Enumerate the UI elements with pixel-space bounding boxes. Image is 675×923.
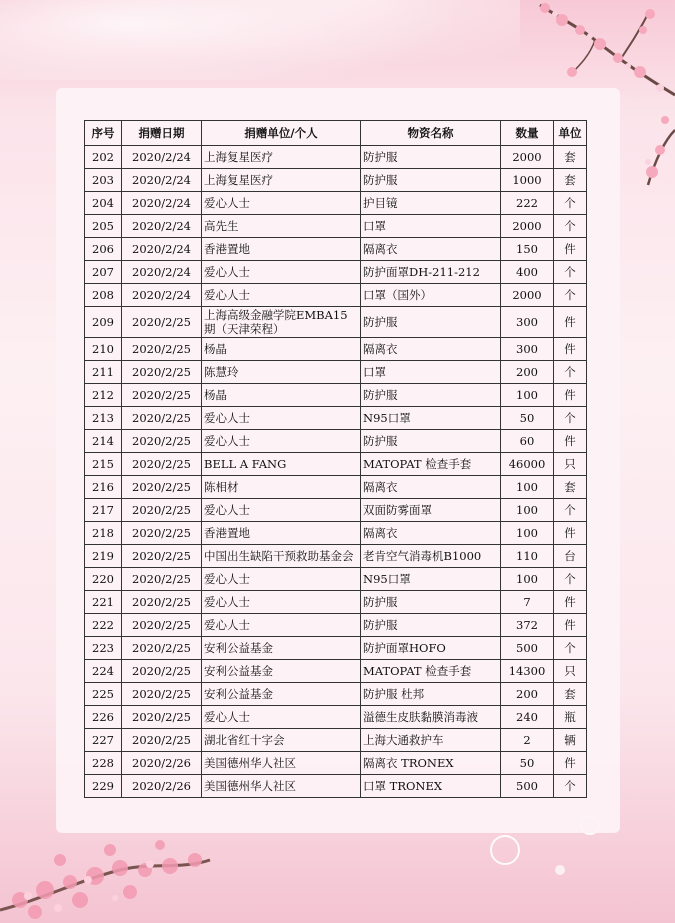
row-unit: 个 bbox=[554, 261, 587, 284]
row-donor: 爱心人士 bbox=[202, 407, 361, 430]
table-row bbox=[85, 169, 587, 192]
header-donor: 捐赠单位/个人 bbox=[202, 121, 361, 146]
row-donor: 美国德州华人社区 bbox=[202, 752, 361, 775]
table-row bbox=[85, 683, 587, 706]
table-row bbox=[85, 568, 587, 591]
table-header-row bbox=[85, 121, 587, 146]
row-date: 2020/2/25 bbox=[122, 453, 202, 476]
row-donor: 爱心人士 bbox=[202, 591, 361, 614]
row-unit: 只 bbox=[554, 453, 587, 476]
table-body bbox=[85, 146, 587, 798]
table-row bbox=[85, 261, 587, 284]
row-unit: 个 bbox=[554, 215, 587, 238]
table-row bbox=[85, 522, 587, 545]
row-date: 2020/2/25 bbox=[122, 407, 202, 430]
row-number: 217 bbox=[85, 499, 122, 522]
row-quantity: 50 bbox=[501, 407, 554, 430]
row-quantity: 300 bbox=[501, 307, 554, 338]
row-donor: 爱心人士 bbox=[202, 430, 361, 453]
row-unit: 辆 bbox=[554, 729, 587, 752]
row-quantity: 100 bbox=[501, 476, 554, 499]
table-row bbox=[85, 591, 587, 614]
row-item: MATOPAT 检查手套 bbox=[361, 660, 501, 683]
row-date: 2020/2/25 bbox=[122, 476, 202, 499]
row-date: 2020/2/25 bbox=[122, 568, 202, 591]
row-quantity: 2 bbox=[501, 729, 554, 752]
row-date: 2020/2/24 bbox=[122, 261, 202, 284]
row-item: 老肯空气消毒机B1000 bbox=[361, 545, 501, 568]
row-number: 215 bbox=[85, 453, 122, 476]
row-quantity: 2000 bbox=[501, 284, 554, 307]
row-donor: 安利公益基金 bbox=[202, 660, 361, 683]
table-row bbox=[85, 775, 587, 798]
row-unit: 个 bbox=[554, 568, 587, 591]
row-unit: 个 bbox=[554, 637, 587, 660]
row-donor: 湖北省红十字会 bbox=[202, 729, 361, 752]
row-quantity: 100 bbox=[501, 499, 554, 522]
row-number: 222 bbox=[85, 614, 122, 637]
row-donor: 安利公益基金 bbox=[202, 637, 361, 660]
row-unit: 套 bbox=[554, 683, 587, 706]
row-donor: 爱心人士 bbox=[202, 284, 361, 307]
row-number: 207 bbox=[85, 261, 122, 284]
row-quantity: 60 bbox=[501, 430, 554, 453]
row-donor: 中国出生缺陷干预救助基金会 bbox=[202, 545, 361, 568]
row-number: 221 bbox=[85, 591, 122, 614]
row-donor: 陈慧玲 bbox=[202, 361, 361, 384]
row-item: 隔离衣 TRONEX bbox=[361, 752, 501, 775]
row-quantity: 2000 bbox=[501, 215, 554, 238]
row-item: 防护服 bbox=[361, 430, 501, 453]
table-row bbox=[85, 430, 587, 453]
row-quantity: 2000 bbox=[501, 146, 554, 169]
row-unit: 个 bbox=[554, 361, 587, 384]
row-donor: 杨晶 bbox=[202, 338, 361, 361]
row-donor: 爱心人士 bbox=[202, 568, 361, 591]
row-unit: 件 bbox=[554, 591, 587, 614]
row-number: 206 bbox=[85, 238, 122, 261]
row-number: 226 bbox=[85, 706, 122, 729]
row-item: 防护服 杜邦 bbox=[361, 683, 501, 706]
row-date: 2020/2/24 bbox=[122, 238, 202, 261]
row-donor: 香港置地 bbox=[202, 522, 361, 545]
row-date: 2020/2/25 bbox=[122, 683, 202, 706]
table-row bbox=[85, 476, 587, 499]
row-donor: 香港置地 bbox=[202, 238, 361, 261]
row-date: 2020/2/24 bbox=[122, 215, 202, 238]
row-item: 隔离衣 bbox=[361, 476, 501, 499]
row-donor: 上海复星医疗 bbox=[202, 169, 361, 192]
row-quantity: 100 bbox=[501, 568, 554, 591]
row-unit: 件 bbox=[554, 614, 587, 637]
row-number: 210 bbox=[85, 338, 122, 361]
row-quantity: 100 bbox=[501, 384, 554, 407]
row-date: 2020/2/25 bbox=[122, 614, 202, 637]
row-number: 202 bbox=[85, 146, 122, 169]
row-item: N95口罩 bbox=[361, 568, 501, 591]
row-number: 229 bbox=[85, 775, 122, 798]
row-number: 212 bbox=[85, 384, 122, 407]
row-date: 2020/2/26 bbox=[122, 752, 202, 775]
row-unit: 只 bbox=[554, 660, 587, 683]
row-number: 224 bbox=[85, 660, 122, 683]
table-row bbox=[85, 215, 587, 238]
row-number: 219 bbox=[85, 545, 122, 568]
row-donor: 上海复星医疗 bbox=[202, 146, 361, 169]
table-row bbox=[85, 706, 587, 729]
row-unit: 件 bbox=[554, 338, 587, 361]
row-item: 口罩 TRONEX bbox=[361, 775, 501, 798]
row-item: 隔离衣 bbox=[361, 338, 501, 361]
row-date: 2020/2/25 bbox=[122, 384, 202, 407]
header-qty: 数量 bbox=[501, 121, 554, 146]
row-unit: 个 bbox=[554, 407, 587, 430]
row-number: 220 bbox=[85, 568, 122, 591]
row-item: 防护面罩HOFO bbox=[361, 637, 501, 660]
row-item: 防护服 bbox=[361, 591, 501, 614]
table-row bbox=[85, 407, 587, 430]
row-quantity: 46000 bbox=[501, 453, 554, 476]
row-item: 溢德生皮肤黏膜消毒液 bbox=[361, 706, 501, 729]
row-item: 防护服 bbox=[361, 307, 501, 338]
row-date: 2020/2/24 bbox=[122, 284, 202, 307]
row-item: 口罩（国外） bbox=[361, 284, 501, 307]
table-row bbox=[85, 384, 587, 407]
row-unit: 个 bbox=[554, 775, 587, 798]
row-item: 防护服 bbox=[361, 169, 501, 192]
row-date: 2020/2/25 bbox=[122, 637, 202, 660]
header-item: 物资名称 bbox=[361, 121, 501, 146]
row-quantity: 240 bbox=[501, 706, 554, 729]
row-quantity: 200 bbox=[501, 361, 554, 384]
row-donor: 爱心人士 bbox=[202, 192, 361, 215]
row-item: 上海大通救护车 bbox=[361, 729, 501, 752]
row-date: 2020/2/25 bbox=[122, 430, 202, 453]
header-date: 捐赠日期 bbox=[122, 121, 202, 146]
row-number: 211 bbox=[85, 361, 122, 384]
table-row bbox=[85, 338, 587, 361]
row-number: 227 bbox=[85, 729, 122, 752]
table-row bbox=[85, 729, 587, 752]
row-donor: 爱心人士 bbox=[202, 706, 361, 729]
table-row bbox=[85, 614, 587, 637]
row-item: MATOPAT 检查手套 bbox=[361, 453, 501, 476]
row-unit: 件 bbox=[554, 307, 587, 338]
row-number: 209 bbox=[85, 307, 122, 338]
row-date: 2020/2/24 bbox=[122, 192, 202, 215]
row-unit: 套 bbox=[554, 476, 587, 499]
row-quantity: 500 bbox=[501, 637, 554, 660]
row-item: 隔离衣 bbox=[361, 238, 501, 261]
row-quantity: 372 bbox=[501, 614, 554, 637]
row-unit: 件 bbox=[554, 238, 587, 261]
table-row bbox=[85, 637, 587, 660]
row-date: 2020/2/25 bbox=[122, 591, 202, 614]
row-number: 216 bbox=[85, 476, 122, 499]
row-quantity: 50 bbox=[501, 752, 554, 775]
row-date: 2020/2/25 bbox=[122, 660, 202, 683]
row-unit: 套 bbox=[554, 146, 587, 169]
row-date: 2020/2/25 bbox=[122, 307, 202, 338]
row-donor: 安利公益基金 bbox=[202, 683, 361, 706]
row-date: 2020/2/25 bbox=[122, 522, 202, 545]
header-unit: 单位 bbox=[554, 121, 587, 146]
row-quantity: 150 bbox=[501, 238, 554, 261]
row-number: 205 bbox=[85, 215, 122, 238]
table-row bbox=[85, 660, 587, 683]
table-row bbox=[85, 284, 587, 307]
row-unit: 个 bbox=[554, 192, 587, 215]
row-quantity: 100 bbox=[501, 522, 554, 545]
row-unit: 套 bbox=[554, 169, 587, 192]
row-donor: 爱心人士 bbox=[202, 499, 361, 522]
row-quantity: 110 bbox=[501, 545, 554, 568]
row-quantity: 500 bbox=[501, 775, 554, 798]
row-date: 2020/2/25 bbox=[122, 361, 202, 384]
row-unit: 瓶 bbox=[554, 706, 587, 729]
row-number: 214 bbox=[85, 430, 122, 453]
row-item: 防护面罩DH-211-212 bbox=[361, 261, 501, 284]
row-date: 2020/2/25 bbox=[122, 706, 202, 729]
table-row bbox=[85, 752, 587, 775]
row-item: N95口罩 bbox=[361, 407, 501, 430]
row-date: 2020/2/26 bbox=[122, 775, 202, 798]
row-quantity: 14300 bbox=[501, 660, 554, 683]
top-cloud-decoration bbox=[0, 0, 520, 80]
table-row bbox=[85, 192, 587, 215]
table-row bbox=[85, 361, 587, 384]
row-number: 225 bbox=[85, 683, 122, 706]
row-unit: 件 bbox=[554, 384, 587, 407]
table-row bbox=[85, 146, 587, 169]
row-number: 223 bbox=[85, 637, 122, 660]
row-number: 203 bbox=[85, 169, 122, 192]
row-donor: 爱心人士 bbox=[202, 261, 361, 284]
row-donor: 杨晶 bbox=[202, 384, 361, 407]
header-no: 序号 bbox=[85, 121, 122, 146]
row-item: 防护服 bbox=[361, 146, 501, 169]
row-quantity: 300 bbox=[501, 338, 554, 361]
table-row bbox=[85, 238, 587, 261]
row-unit: 个 bbox=[554, 284, 587, 307]
row-date: 2020/2/25 bbox=[122, 499, 202, 522]
row-number: 204 bbox=[85, 192, 122, 215]
row-unit: 个 bbox=[554, 499, 587, 522]
table-row bbox=[85, 499, 587, 522]
row-number: 213 bbox=[85, 407, 122, 430]
table-row bbox=[85, 307, 587, 338]
row-number: 208 bbox=[85, 284, 122, 307]
row-item: 隔离衣 bbox=[361, 522, 501, 545]
row-quantity: 200 bbox=[501, 683, 554, 706]
row-item: 口罩 bbox=[361, 361, 501, 384]
row-quantity: 222 bbox=[501, 192, 554, 215]
row-donor: 上海高级金融学院EMBA15期（天津荣程） bbox=[202, 307, 361, 338]
row-unit: 件 bbox=[554, 522, 587, 545]
row-date: 2020/2/25 bbox=[122, 338, 202, 361]
row-donor: 美国德州华人社区 bbox=[202, 775, 361, 798]
row-donor: BELL A FANG bbox=[202, 453, 361, 476]
row-date: 2020/2/24 bbox=[122, 146, 202, 169]
row-number: 228 bbox=[85, 752, 122, 775]
row-number: 218 bbox=[85, 522, 122, 545]
row-item: 防护服 bbox=[361, 384, 501, 407]
row-donor: 高先生 bbox=[202, 215, 361, 238]
row-item: 双面防雾面罩 bbox=[361, 499, 501, 522]
row-quantity: 400 bbox=[501, 261, 554, 284]
row-date: 2020/2/24 bbox=[122, 169, 202, 192]
table-row bbox=[85, 545, 587, 568]
row-date: 2020/2/25 bbox=[122, 729, 202, 752]
row-unit: 台 bbox=[554, 545, 587, 568]
row-date: 2020/2/25 bbox=[122, 545, 202, 568]
row-quantity: 7 bbox=[501, 591, 554, 614]
row-donor: 陈相材 bbox=[202, 476, 361, 499]
row-donor: 爱心人士 bbox=[202, 614, 361, 637]
row-item: 口罩 bbox=[361, 215, 501, 238]
row-item: 防护服 bbox=[361, 614, 501, 637]
row-quantity: 1000 bbox=[501, 169, 554, 192]
row-unit: 件 bbox=[554, 752, 587, 775]
row-item: 护目镜 bbox=[361, 192, 501, 215]
table-row bbox=[85, 453, 587, 476]
donation-table bbox=[84, 120, 587, 798]
row-unit: 件 bbox=[554, 430, 587, 453]
